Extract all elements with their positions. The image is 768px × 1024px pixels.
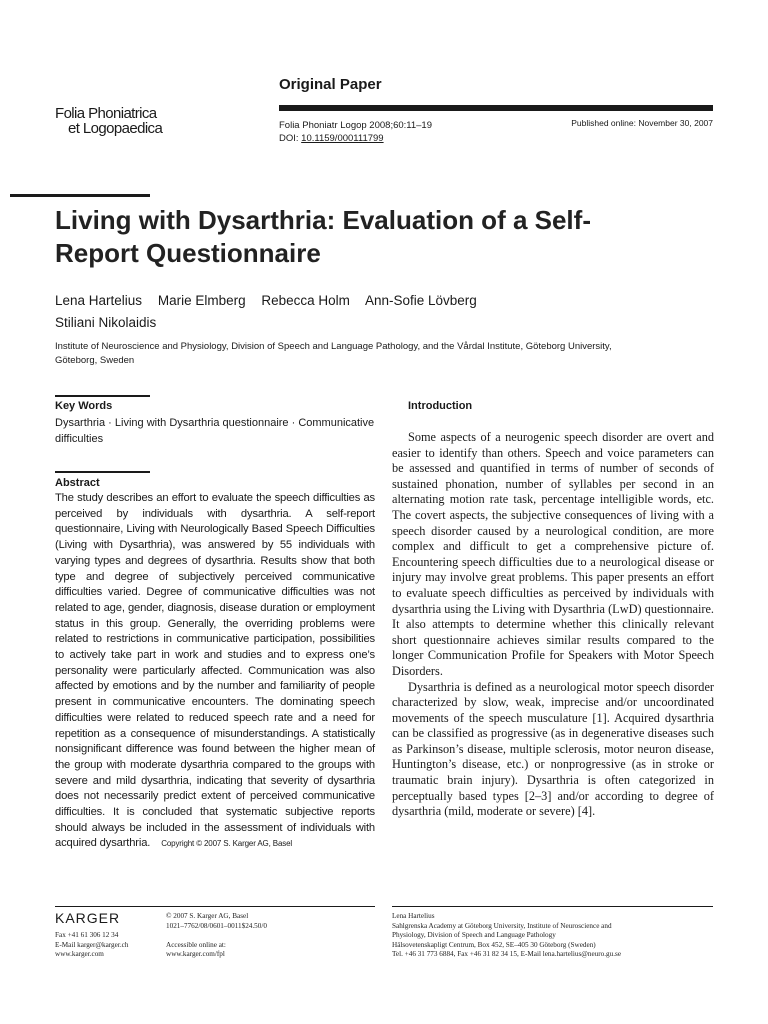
introduction-paragraph: Dysarthria is defined as a neurological motor speech disorder characterized by slow, weak, imprecise and/or uncoordinated movements of the speech musculature [1]. Acquired dysarthria can be classified as progressive (as in degenerative diseases such as Parkinson’s disease, multiple sclerosis, motor neuron disease, Huntington’s disease, etc.) or nonprogressive (as in stroke or traumatic brain injury). Dysarthria is often categorized in perceptually based types [2–3] and/or according to degree of dysarthria (mild, moderate or severe) [4].: [392, 679, 714, 819]
introduction-paragraph: Some aspects of a neurogenic speech disorder are overt and easier to identify than others. Speech and voice parameters can be assessed and quantified in terms of number of seconds of sustained phonation, number of syllables per second in an alternating motion rate task, percentage intelligible words, etc. The covert aspects, the subjective consequences of living with a speech disorder caused by a neurological condition, are more complex and difficult to get a comprehensive picture of. Encountering speech difficulties due to a neurological disease or injury may involve great problems. This paper presents an effort to evaluate speech difficulties as perceived by individuals with dysarthria using the Living with Dysarthria (LwD) questionnaire. It also attempts to determine whether this clinically relevant short questionnaire achieves similar results compared to the longer Communication Profile for Speakers with Motor Speech Disorders.: [392, 430, 714, 678]
affiliation: Institute of Neuroscience and Physiology, Division of Speech and Language Pathology, and the Vårdal Institute, Göteborg University, Göteborg, Sweden: [55, 341, 612, 366]
author-name: Stiliani Nikolaidis: [55, 315, 157, 330]
abstract-body: [55, 491, 375, 852]
keywords-heading: Key Words: [55, 400, 113, 412]
footer-rule-right: [392, 906, 713, 907]
correspondence-line: Hälsovetenskapligt Centrum, Box 452, SE–405 30 Göteborg (Sweden): [392, 940, 596, 949]
introduction-body: [392, 430, 714, 820]
contact-website[interactable]: www.karger.com: [55, 950, 104, 958]
footer-copyright-line: © 2007 S. Karger AG, Basel: [166, 912, 249, 920]
publisher-logo: KARGER: [55, 910, 121, 926]
title-rule: [10, 194, 150, 197]
journal-logo-line1: Folia Phoniatrica: [55, 105, 157, 122]
footer-issn-line: 1021–7762/08/0601–0011$24.50/0: [166, 921, 267, 930]
introduction-heading: Introduction: [408, 400, 473, 412]
abstract-heading: Abstract: [55, 477, 100, 489]
correspondence-line: Lena Hartelius: [392, 912, 435, 920]
citation-block: [279, 119, 432, 145]
author-list: [55, 290, 575, 334]
citation: Folia Phoniatr Logop 2008;60:11–19: [279, 120, 433, 131]
footer-accessible-label: Accessible online at:: [166, 940, 226, 949]
doi-line: [279, 132, 432, 145]
abstract-rule: [55, 471, 150, 473]
footer-accessible-link[interactable]: www.karger.com/fpl: [166, 950, 225, 958]
keywords-rule: [55, 395, 150, 397]
correspondence-line: Physiology, Division of Speech and Language Pathology: [392, 931, 556, 939]
correspondence-line: Tel. +46 31 773 6884, Fax +46 31 82 34 15, E-Mail lena.hartelius@neuro.gu.se: [392, 950, 622, 958]
abstract-copyright: Copyright © 2007 S. Karger AG, Basel: [161, 839, 293, 849]
journal-logo-line2: et Logopaedica: [68, 120, 163, 137]
article-title: Living with Dysarthria: Evaluation of a Self-Report Questionnaire: [55, 205, 591, 268]
author-name: Ann-Sofie Lövberg: [364, 293, 477, 308]
header-bar: [279, 105, 713, 111]
footer-rule-left: [55, 906, 375, 907]
author-name: Lena Hartelius: [55, 293, 143, 308]
footer-spacer: [166, 931, 267, 941]
journal-logo: [55, 106, 162, 136]
paper-type: Original Paper: [279, 76, 382, 93]
keywords-text: Dysarthria · Living with Dysarthria questionnaire · Communicative difficulties: [55, 417, 375, 445]
published-date: Published online: November 30, 2007: [571, 118, 713, 128]
correspondence-block: [392, 912, 722, 960]
author-name: Marie Elmberg: [157, 293, 246, 308]
doi-label: DOI:: [279, 133, 302, 144]
doi-link[interactable]: 10.1159/000111799: [301, 133, 384, 144]
footer-copyright: [166, 912, 267, 960]
author-name: Rebecca Holm: [261, 293, 350, 308]
publisher-contact: [55, 931, 128, 960]
contact-fax: Fax +41 61 306 12 34: [55, 931, 119, 939]
correspondence-line: Sahlgrenska Academy at Göteborg University, Institute of Neuroscience and: [392, 921, 612, 930]
abstract-text: The study describes an effort to evaluate the speech difficulties as perceived by individuals with dysarthria. A self-report questionnaire, Living with Neurologically Based Speech Difficulties (Living with Dysarthria), was answered by 55 individuals with varying types and degrees of dysarthria. Results show that both type and degree of subjectively perceived communicative difficulties varied. Degree of communicative difficulties was not related to age, gender, diagnosis, disease duration or employment status in this group. Generally, the overriding problems were related to restrictions in communicative participation, possibilities to actively take part in work and studies and to express one’s personality were particularly affected. Communication was also affected by emotions and by the number and familiarity of people present in communicative encounters. The dominating speech difficulties were related to reduced speech rate and a need for repetition as a consequence of misunderstandings. A statistically nonsignificant difference was found between the higher mean of the group with moderate dysarthria compared to the groups with severe and mild dysarthria, indicating that severity of dysarthria does not necessarily predict extent of perceived communicative difficulties. It is concluded that systematic subjective reports should always be included in the assessment of individuals with acquired dysarthria.: [55, 492, 375, 850]
contact-email[interactable]: E-Mail karger@karger.ch: [55, 940, 129, 949]
